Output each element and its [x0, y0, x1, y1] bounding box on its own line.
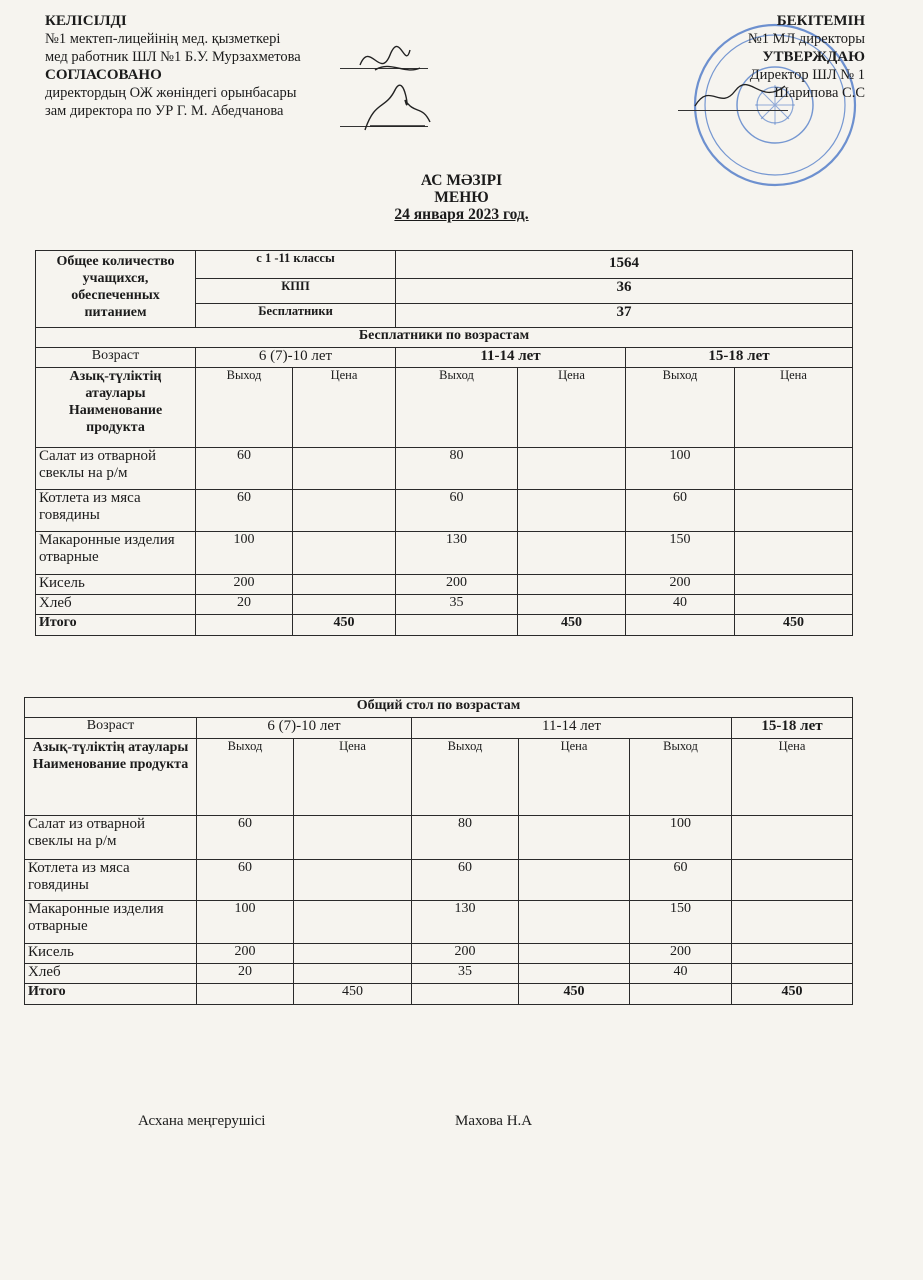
total-row: [25, 984, 853, 1005]
age-label: Возраст: [36, 348, 196, 368]
col-price: Цена: [735, 368, 853, 448]
output-value: 130: [396, 532, 518, 575]
free-meals-table: [35, 250, 853, 636]
age-group: 15-18 лет: [626, 348, 853, 368]
output-value: 60: [412, 860, 519, 901]
output-value: 150: [630, 901, 732, 944]
table-row: [25, 964, 853, 984]
output-value: 130: [412, 901, 519, 944]
director-signature-image: [690, 76, 790, 116]
total-value: 450: [294, 984, 412, 1005]
product-name: Хлеб: [36, 595, 196, 615]
summary-name: Бесплатники: [196, 304, 396, 328]
footer-role: Асхана меңгерушісі: [138, 1113, 266, 1129]
product-name: Салат из отварной свеклы на р/м: [25, 816, 197, 860]
medic-line-kz: №1 мектеп-лицейінің мед. қызметкері: [45, 31, 281, 47]
product-name: Макаронные изделия отварные: [36, 532, 196, 575]
table-row: [36, 490, 853, 532]
col-price: Цена: [293, 368, 396, 448]
title-ru: МЕНЮ: [434, 189, 489, 206]
col-price: Цена: [732, 739, 853, 816]
table-row: [25, 944, 853, 964]
total-value: 450: [519, 984, 630, 1005]
table-row: [36, 595, 853, 615]
table-row: [36, 575, 853, 595]
total-value: 450: [518, 615, 626, 636]
summary-label: Общее количество учащихся, обеспеченных питанием: [36, 251, 196, 328]
director-line-ru: Директор ШЛ № 1: [749, 67, 865, 83]
table-row: [25, 816, 853, 860]
col-output: Выход: [196, 368, 293, 448]
col-output: Выход: [197, 739, 294, 816]
output-value: 35: [396, 595, 518, 615]
output-value: 100: [626, 448, 735, 490]
product-name: Салат из отварной свеклы на р/м: [36, 448, 196, 490]
summary-value: 37: [396, 304, 853, 328]
summary-value: 36: [396, 279, 853, 304]
product-name: Котлета из мяса говядины: [36, 490, 196, 532]
table-row: [25, 860, 853, 901]
total-value: 450: [732, 984, 853, 1005]
col-price: Цена: [518, 368, 626, 448]
total-value: 450: [293, 615, 396, 636]
total-row: [36, 615, 853, 636]
output-value: 200: [412, 944, 519, 964]
summary-value: 1564: [396, 251, 853, 279]
output-value: 100: [196, 532, 293, 575]
deputy-line-ru: зам директора по УР Г. М. Абедчанова: [45, 103, 284, 119]
product-name: Кисель: [25, 944, 197, 964]
output-value: 60: [197, 860, 294, 901]
general-table: [24, 697, 853, 1005]
signature-image: [350, 30, 440, 140]
output-value: 35: [412, 964, 519, 984]
output-value: 150: [626, 532, 735, 575]
output-value: 100: [630, 816, 732, 860]
product-name: Хлеб: [25, 964, 197, 984]
document-title: [0, 172, 923, 223]
table-row: [36, 532, 853, 575]
product-name: Котлета из мяса говядины: [25, 860, 197, 901]
product-name: Макаронные изделия отварные: [25, 901, 197, 944]
footer-name: Махова Н.А: [455, 1113, 533, 1129]
age-group: 11-14 лет: [412, 718, 732, 739]
age-group: 6 (7)-10 лет: [197, 718, 412, 739]
product-header: Азық-түліктің атаулары Наименование продукта: [36, 368, 196, 448]
col-price: Цена: [519, 739, 630, 816]
product-name: Кисель: [36, 575, 196, 595]
output-value: 80: [396, 448, 518, 490]
col-output: Выход: [630, 739, 732, 816]
deputy-line-kz: директордың ОЖ жөніндегі орынбасары: [45, 85, 297, 101]
age-group: 15-18 лет: [732, 718, 853, 739]
output-value: 60: [196, 490, 293, 532]
output-value: 60: [197, 816, 294, 860]
title-kz: АС МӘЗІРІ: [420, 172, 503, 189]
output-value: 20: [196, 595, 293, 615]
table-row: [36, 448, 853, 490]
output-value: 60: [196, 448, 293, 490]
age-group: 6 (7)-10 лет: [196, 348, 396, 368]
col-output: Выход: [626, 368, 735, 448]
output-value: 60: [630, 860, 732, 901]
menu-date: 24 января 2023 год.: [394, 206, 529, 223]
total-value: 450: [735, 615, 853, 636]
output-value: 200: [196, 575, 293, 595]
col-output: Выход: [412, 739, 519, 816]
bekitemin-label: БЕКІТЕМІН: [776, 13, 865, 29]
product-header: Азық-түліктің атаулары Наименование продукта: [25, 739, 197, 816]
output-value: 200: [197, 944, 294, 964]
summary-name: с 1 -11 классы: [196, 251, 396, 279]
col-output: Выход: [396, 368, 518, 448]
utverzhdayu-label: УТВЕРЖДАЮ: [762, 49, 865, 65]
output-value: 80: [412, 816, 519, 860]
table-row: [25, 901, 853, 944]
director-name: Шарипова С.С: [774, 85, 865, 101]
output-value: 20: [197, 964, 294, 984]
soglasovano-label: СОГЛАСОВАНО: [45, 67, 162, 83]
approval-block-left: [45, 12, 301, 120]
output-value: 200: [396, 575, 518, 595]
output-value: 200: [626, 575, 735, 595]
output-value: 40: [626, 595, 735, 615]
output-value: 60: [396, 490, 518, 532]
table-caption: Общий стол по возрастам: [25, 698, 853, 718]
age-group: 11-14 лет: [396, 348, 626, 368]
output-value: 200: [630, 944, 732, 964]
total-label: Итого: [36, 615, 196, 636]
output-value: 60: [626, 490, 735, 532]
output-value: 100: [197, 901, 294, 944]
summary-name: КПП: [196, 279, 396, 304]
table-caption: Бесплатники по возрастам: [36, 328, 853, 348]
age-label: Возраст: [25, 718, 197, 739]
col-price: Цена: [294, 739, 412, 816]
medic-line-ru: мед работник ШЛ №1 Б.У. Мурзахметова: [45, 49, 301, 65]
total-label: Итого: [25, 984, 197, 1005]
director-line-kz: №1 МЛ директоры: [747, 31, 865, 47]
kelisildi-label: КЕЛІСІЛДІ: [45, 13, 127, 29]
output-value: 40: [630, 964, 732, 984]
